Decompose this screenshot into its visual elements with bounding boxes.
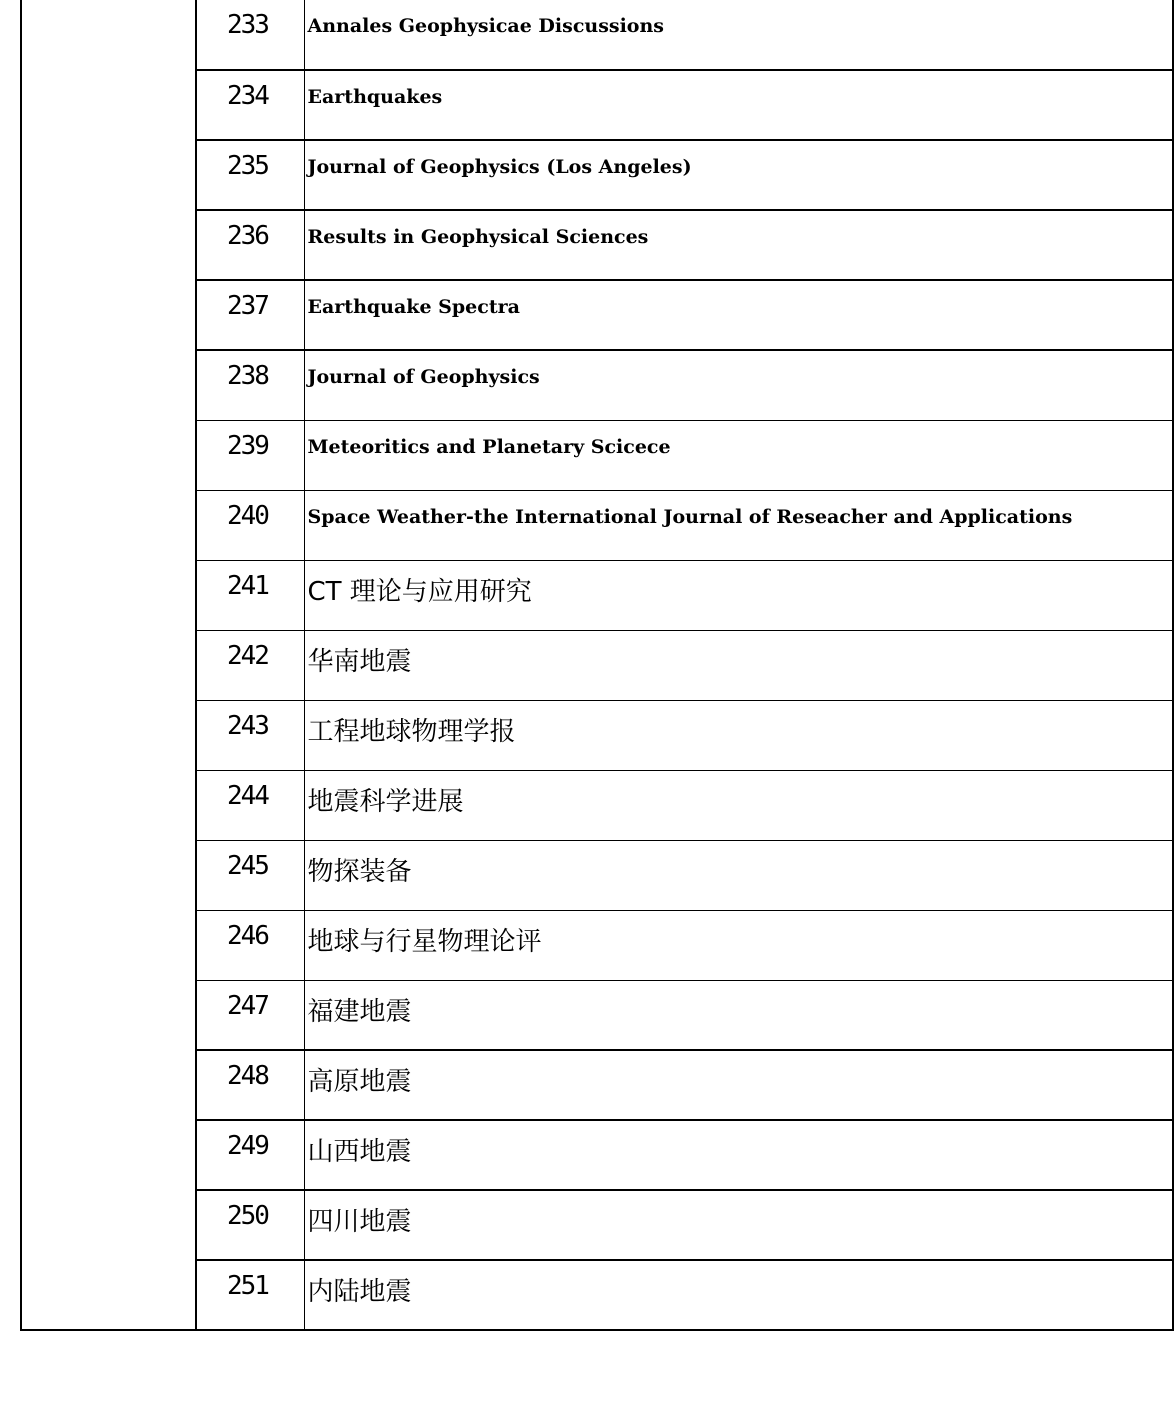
journal-name: CT 理论与应用研究: [307, 576, 532, 607]
journal-name: 地震科学进展: [307, 786, 464, 817]
journal-name-cell: [304, 350, 1173, 420]
journal-name: Earthquakes: [307, 86, 443, 108]
row-number: 237: [196, 280, 304, 350]
journal-name-cell: [304, 1190, 1173, 1260]
journal-name: Annales Geophysicae Discussions: [307, 15, 664, 37]
journal-name-cell: [304, 980, 1173, 1050]
row-number: 242: [196, 630, 304, 700]
journal-name-cell: [304, 1120, 1173, 1190]
journal-table: [20, 0, 1174, 1331]
journal-name-cell: [304, 70, 1173, 140]
journal-table-body: [21, 0, 1173, 1330]
row-number: 236: [196, 210, 304, 280]
category-cell: [21, 0, 196, 1330]
journal-name: 山西地震: [307, 1137, 412, 1167]
journal-name: 福建地震: [307, 996, 412, 1027]
journal-name-cell: [304, 840, 1173, 910]
journal-name-cell: [304, 140, 1173, 210]
journal-name-cell: [304, 0, 1173, 70]
journal-name: Journal of Geophysics (Los Angeles): [307, 156, 692, 178]
row-number: 239: [196, 420, 304, 490]
journal-name: 物探装备: [307, 856, 412, 887]
journal-name: Meteoritics and Planetary Scicece: [307, 435, 671, 458]
row-number: 240: [196, 490, 304, 560]
journal-name-cell: [304, 910, 1173, 980]
journal-name-cell: [304, 770, 1173, 840]
journal-name-cell: [304, 1050, 1173, 1120]
journal-name: Results in Geophysical Sciences: [307, 226, 649, 248]
row-number: 238: [196, 350, 304, 420]
row-number: 245: [196, 840, 304, 910]
journal-name-cell: [304, 280, 1173, 350]
journal-name-cell: [304, 560, 1173, 630]
journal-name: 华南地震: [307, 646, 412, 677]
journal-name: 内陆地震: [307, 1277, 412, 1307]
table-row: [21, 0, 1173, 70]
row-number: 243: [196, 700, 304, 770]
row-number: 249: [196, 1120, 304, 1190]
row-number: 235: [196, 140, 304, 210]
journal-name: 工程地球物理学报: [307, 716, 516, 747]
journal-name: 高原地震: [307, 1067, 412, 1097]
row-number: 233: [196, 0, 304, 70]
row-number: 241: [196, 560, 304, 630]
journal-name-cell: [304, 420, 1173, 490]
journal-name-cell: [304, 490, 1173, 560]
row-number: 248: [196, 1050, 304, 1120]
row-number: 244: [196, 770, 304, 840]
journal-name: 四川地震: [307, 1207, 412, 1237]
row-number: 246: [196, 910, 304, 980]
journal-name-cell: [304, 700, 1173, 770]
row-number: 247: [196, 980, 304, 1050]
journal-name-cell: [304, 210, 1173, 280]
journal-name-cell: [304, 1260, 1173, 1330]
journal-name-cell: [304, 630, 1173, 700]
journal-name: Earthquake Spectra: [307, 296, 520, 318]
row-number: 251: [196, 1260, 304, 1330]
journal-name: Space Weather-the International Journal of Reseacher and Applications: [307, 505, 1073, 528]
journal-name: Journal of Geophysics: [307, 366, 540, 388]
row-number: 250: [196, 1190, 304, 1260]
row-number: 234: [196, 70, 304, 140]
journal-name: 地球与行星物理论评: [307, 926, 542, 957]
